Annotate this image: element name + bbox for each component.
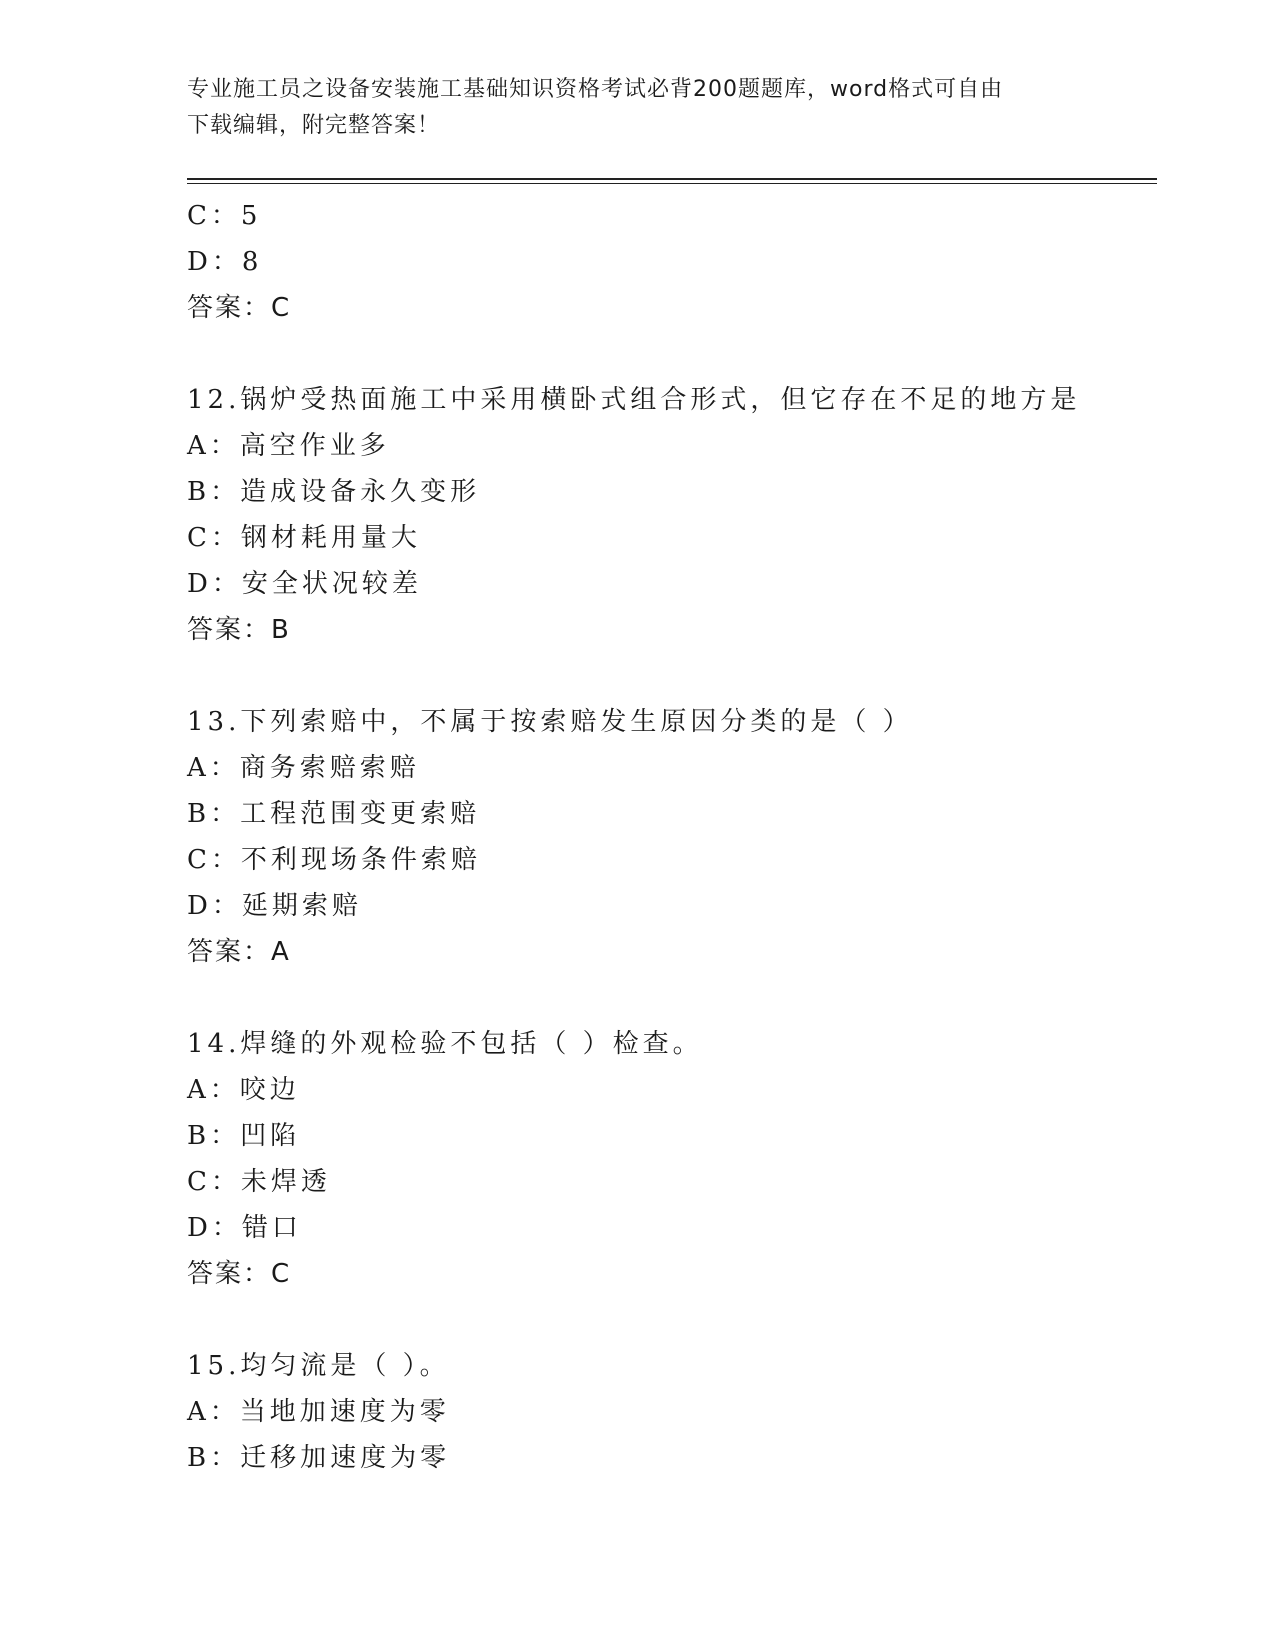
spacer [187,1297,1157,1343]
spacer [187,653,1157,699]
option-d: D：8 [187,247,263,277]
question-14 [187,1021,1157,1297]
option-d: D：延期索赔 [187,891,362,921]
option-a: A：咬边 [187,1075,300,1105]
option-c: C：5 [187,201,262,231]
answer: 答案：C [187,293,292,323]
header-line-2: 下载编辑，附完整答案！ [187,113,441,138]
option-c: C：钢材耗用量大 [187,523,421,553]
question-15 [187,1343,1157,1481]
option-b: B：工程范围变更索赔 [187,799,481,829]
option-b: B：凹陷 [187,1121,301,1151]
question-13 [187,699,1157,975]
option-b: B：造成设备永久变形 [187,477,481,507]
answer: 答案：B [187,615,291,645]
header-line-1: 专业施工员之设备安装施工基础知识资格考试必背200题题库，word格式可自由 [187,77,1004,102]
answer: 答案：C [187,1259,292,1289]
option-c: C：不利现场条件索赔 [187,845,481,875]
question-stem: 13.下列索赔中，不属于按索赔发生原因分类的是（ ） [187,707,913,737]
document-header [187,72,1077,144]
spacer [187,331,1157,377]
option-d: D：错口 [187,1213,302,1243]
question-11-continuation [187,193,1157,331]
answer: 答案：A [187,937,291,967]
question-stem: 14.焊缝的外观检验不包括（ ）检查。 [187,1029,703,1059]
option-d: D：安全状况较差 [187,569,422,599]
question-12 [187,377,1157,653]
spacer [187,975,1157,1021]
header-divider-thin [187,183,1157,184]
option-c: C：未焊透 [187,1167,331,1197]
option-b: B：迁移加速度为零 [187,1443,451,1473]
question-content [187,193,1157,1481]
question-stem: 15.均匀流是（ ）。 [187,1351,450,1381]
option-a: A：高空作业多 [187,431,390,461]
question-stem: 12.锅炉受热面施工中采用横卧式组合形式，但它存在不足的地方是 [187,385,1081,415]
option-a: A：当地加速度为零 [187,1397,450,1427]
header-divider-thick [187,178,1157,180]
option-a: A：商务索赔索赔 [187,753,420,783]
